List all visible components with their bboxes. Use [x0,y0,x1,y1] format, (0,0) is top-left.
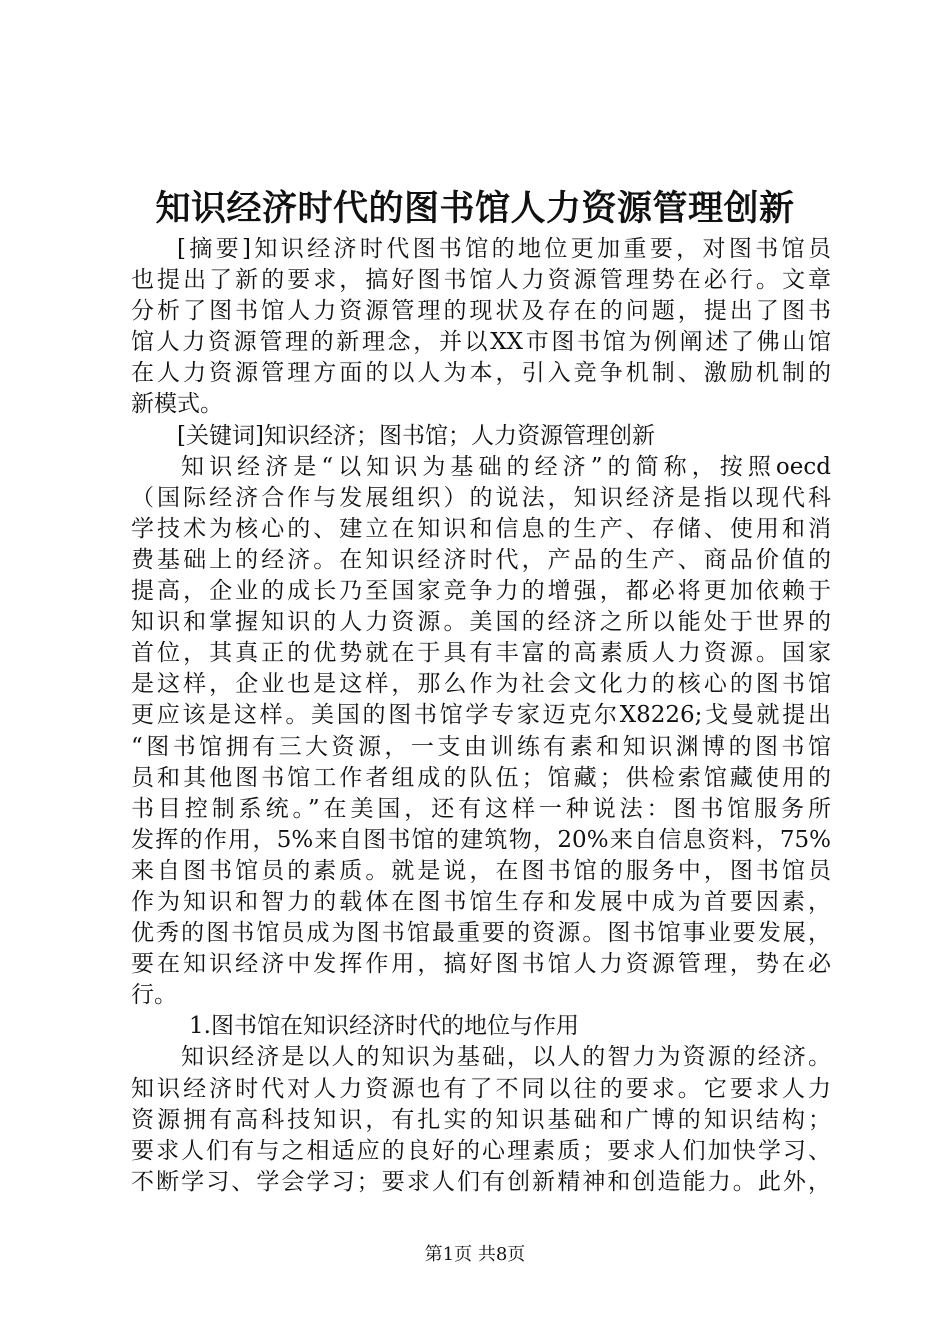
paragraph-line: 是这样，企业也是这样，那么作为社会文化力的核心的图书馆 [131,671,831,698]
paragraph-line: 优秀的图书馆员成为图书馆最重要的资源。图书馆事业要发展， [131,920,831,947]
paragraph-line: 作为知识和智力的载体在图书馆生存和发展中成为首要因素， [131,888,831,915]
abstract-line: 新模式。 [131,391,223,418]
keywords-line: [关键词]知识经济；图书馆；人力资源管理创新 [177,422,655,449]
paragraph-line: 资源拥有高科技知识，有扎实的知识基础和广博的知识结构； [131,1106,831,1133]
paragraph-line: 知识经济是“以知识为基础的经济”的简称，按照oecd [181,453,831,480]
paragraph-line: 书目控制系统。”在美国，还有这样一种说法：图书馆服务所 [131,795,831,822]
paragraph-line: 提高，企业的成长乃至国家竞争力的增强，都必将更加依赖于 [131,578,831,605]
document-title: 知识经济时代的图书馆人力资源管理创新 [155,188,795,229]
paragraph-line: 不断学习、学会学习；要求人们有创新精神和创造能力。此外， [131,1168,831,1195]
paragraph-line: 知识和掌握知识的人力资源。美国的经济之所以能处于世界的 [131,609,831,636]
paragraph-line: 发挥的作用，5%来自图书馆的建筑物，20%来自信息资料，75% [131,826,831,853]
abstract-line: 馆人力资源管理的新理念，并以XX市图书馆为例阐述了佛山馆 [131,329,831,356]
paragraph-line: 更应该是这样。美国的图书馆学专家迈克尔X8226;戈曼就提出 [131,702,831,729]
section-heading: 1.图书馆在知识经济时代的地位与作用 [189,1013,579,1040]
paragraph-line: 要求人们有与之相适应的良好的心理素质；要求人们加快学习、 [131,1137,831,1164]
paragraph-line: 知识经济时代对人力资源也有了不同以往的要求。它要求人力 [131,1075,831,1102]
paragraph-line: 来自图书馆员的素质。就是说，在图书馆的服务中，图书馆员 [131,857,831,884]
page-footer: 第1页 共8页 [424,1244,526,1265]
paragraph-line: 学技术为核心的、建立在知识和信息的生产、存储、使用和消 [131,515,831,542]
abstract-line: [摘要]知识经济时代图书馆的地位更加重要，对图书馆员 [177,236,831,262]
paragraph-line: 首位，其真正的优势就在于具有丰富的高素质人力资源。国家 [131,640,831,667]
paragraph-line: 员和其他图书馆工作者组成的队伍；馆藏；供检索馆藏使用的 [131,764,831,791]
abstract-line: 在人力资源管理方面的以人为本，引入竞争机制、激励机制的 [131,360,831,387]
paragraph-line: 行。 [131,982,177,1009]
paragraph-line: （国际经济合作与发展组织）的说法，知识经济是指以现代科 [131,484,831,511]
abstract-line: 分析了图书馆人力资源管理的现状及存在的问题，提出了图书 [131,298,831,325]
paragraph-line: 要在知识经济中发挥作用，搞好图书馆人力资源管理，势在必 [131,951,831,978]
paragraph-line: 费基础上的经济。在知识经济时代，产品的生产、商品价值的 [131,546,831,573]
paragraph-line: “图书馆拥有三大资源，一支由训练有素和知识渊博的图书馆 [131,733,831,760]
paragraph-line: 知识经济是以人的知识为基础，以人的智力为资源的经济。 [181,1044,831,1071]
abstract-line: 也提出了新的要求，搞好图书馆人力资源管理势在必行。文章 [131,267,831,294]
document-body [131,234,831,1198]
